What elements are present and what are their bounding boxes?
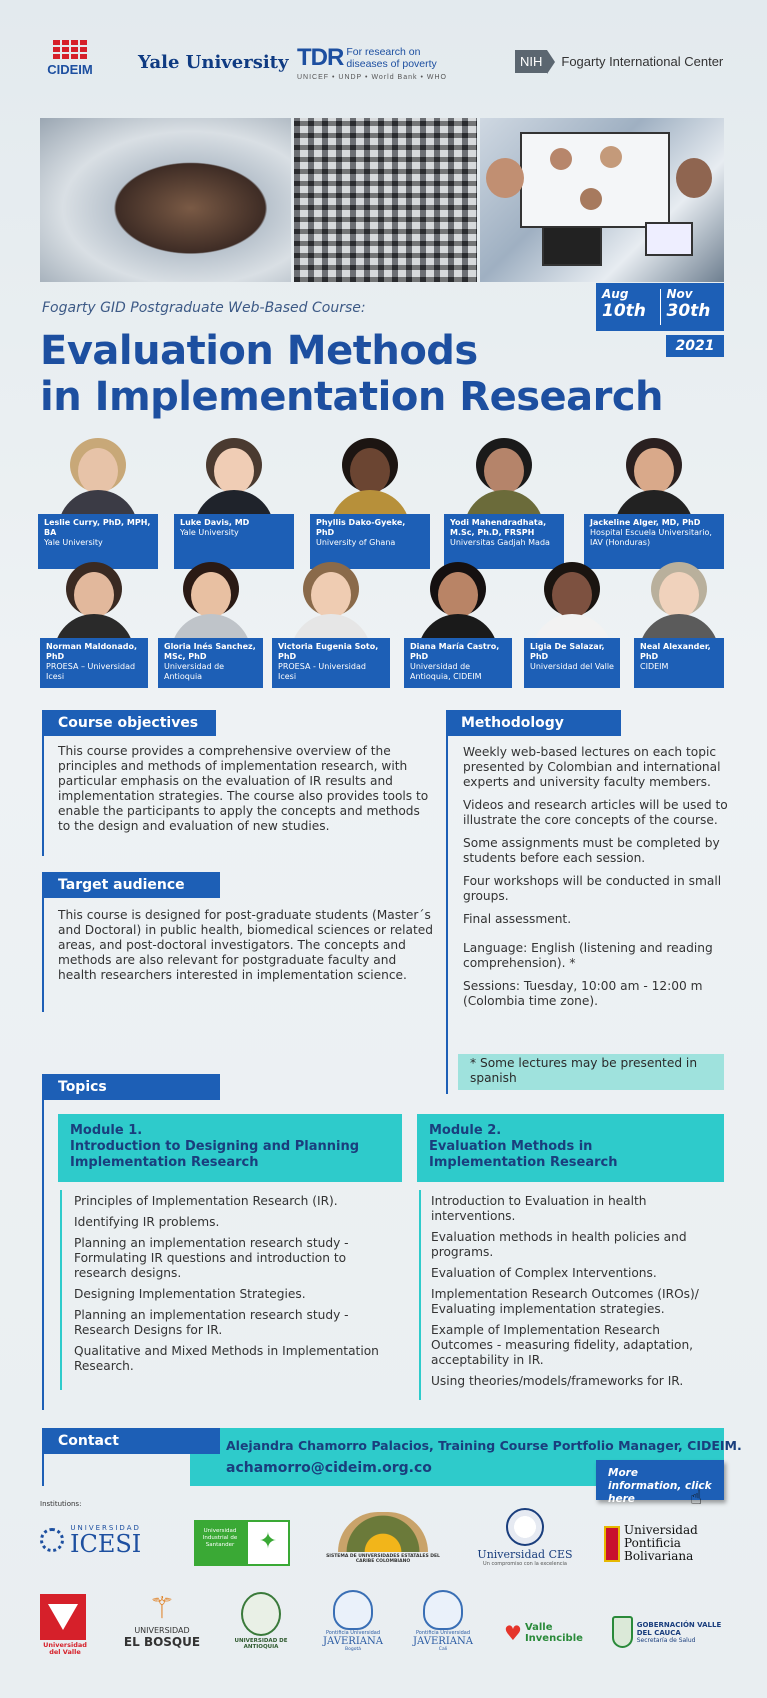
topic-item: Principles of Implementation Research (IR). (74, 1194, 338, 1208)
faculty-card: Ligia De Salazar, PhD Universidad del Valle (524, 638, 620, 688)
page-title: Evaluation Methods in Implementation Research (40, 328, 664, 420)
mother-child-bednet-photo (40, 118, 291, 282)
section-rule (42, 1074, 44, 1410)
topic-item: Planning an implementation research study - Research Designs for IR. (74, 1308, 349, 1337)
contact-email-link[interactable]: achamorro@cideim.org.co (226, 1460, 432, 1476)
portrait-photo (328, 436, 412, 516)
portrait-photo (416, 560, 500, 640)
icesi-emblem-icon (40, 1528, 64, 1552)
topic-item: Implementation Research Outcomes (IROs)/ Evaluating implementation strategies. (431, 1287, 699, 1316)
objectives-text: This course provides a comprehensive overview of the principles and methods of implementation research, with particular emphasis on the evaluation of IR results and implementation strategies. The course also provides tools to enable the participants to apply the concepts and methods to the design and evaluation of new studies. (58, 744, 429, 833)
uis-logo: Universidad Industrial de Santander ✦ (194, 1520, 290, 1566)
portrait-photo (612, 436, 696, 516)
valle-shield-icon (612, 1616, 633, 1648)
audience-heading: Target audience (44, 872, 220, 898)
year-badge: 2021 (666, 335, 724, 357)
javeriana-cali-logo: Pontificia Universidad JAVERIANA Cali (412, 1590, 474, 1652)
portrait-photo (462, 436, 546, 516)
topic-item: Using theories/models/frameworks for IR. (431, 1374, 684, 1388)
topic-item: Planning an implementation research study - Formulating IR questions and introduction to research designs. (74, 1236, 349, 1280)
sue-logo: SISTEMA DE UNIVERSIDADES ESTATALES DEL CARIBE COLOMBIANO (324, 1512, 442, 1564)
module-1-heading: Module 1. Introduction to Designing and Planning Implementation Research (58, 1114, 402, 1182)
uis-mark-icon: ✦ (246, 1520, 290, 1566)
portrait-photo (52, 560, 136, 640)
icesi-logo: UNIVERSIDAD ICESI (40, 1524, 165, 1556)
contact-name: Alejandra Chamorro Palacios, Training Course Portfolio Manager, CIDEIM. (226, 1438, 742, 1453)
heart-icon: ♥ (504, 1621, 522, 1645)
upb-cross-icon (604, 1526, 620, 1562)
methodology-item: Weekly web-based lectures on each topic presented by Colombian and international experts and university faculty members. (463, 745, 721, 789)
faculty-card: Neal Alexander, PhD CIDEIM (634, 638, 724, 688)
portrait-photo (56, 436, 140, 516)
methodology-heading: Methodology (447, 710, 621, 736)
faculty-card: Gloria Inés Sanchez, MSc, PhD Universidad de Antioquia (158, 638, 263, 688)
el-bosque-logo: ⚚ UNIVERSIDAD EL BOSQUE (123, 1591, 201, 1649)
valle-invencible-logo: ♥ Valle Invencible (504, 1621, 583, 1645)
portrait-photo (637, 560, 721, 640)
faculty-card: Yodi Mahendradhata, M.Sc, Ph.D, FRSPH Universitas Gadjah Mada (444, 514, 564, 569)
date-range-badge: Aug 10th Nov 30th (596, 283, 724, 331)
topics-heading: Topics (44, 1074, 220, 1100)
topic-item: Evaluation methods in health policies and programs. (431, 1230, 687, 1259)
methodology-item: Videos and research articles will be used to illustrate the core concepts of the course. (463, 798, 728, 827)
gobernacion-logo: GOBERNACIÓN VALLE DEL CAUCA Secretaría de Salud (612, 1616, 728, 1648)
sun-icon (338, 1512, 428, 1552)
contact-heading: Contact (44, 1428, 220, 1454)
institutions-label: Institutions: (40, 1500, 82, 1508)
univalle-logo: Universidad del Valle (40, 1594, 90, 1656)
topic-item: Identifying IR problems. (74, 1215, 220, 1229)
ces-logo: Universidad CES Un compromiso con la excelencia (470, 1508, 580, 1567)
faculty-card: Leslie Curry, PhD, MPH, BA Yale University (38, 514, 158, 569)
section-rule (42, 1428, 44, 1486)
portrait-photo (192, 436, 276, 516)
methodology-item: Sessions: Tuesday, 10:00 am - 12:00 m (Colombia time zone). (463, 979, 703, 1008)
hand-cursor-icon: ☝ (690, 1485, 703, 1509)
antioquia-seal-icon (241, 1592, 281, 1636)
topic-item: Introduction to Evaluation in health interventions. (431, 1194, 647, 1223)
univalle-mark-icon (40, 1594, 86, 1640)
section-rule (42, 710, 44, 856)
photo-strip (40, 118, 724, 282)
yale-logo: Yale University (138, 52, 289, 73)
section-rule (42, 872, 44, 1012)
javeriana-shield-icon (423, 1590, 463, 1630)
more-info-button[interactable]: More information, click here (596, 1460, 724, 1500)
nih-fogarty-logo: NIH Fogarty International Center (515, 50, 723, 73)
faculty-card: Victoria Eugenia Soto, PhD PROESA - Universidad Icesi (272, 638, 390, 688)
antioquia-logo: UNIVERSIDAD DE ANTIOQUIA (228, 1592, 294, 1650)
topic-item: Qualitative and Mixed Methods in Implementation Research. (74, 1344, 379, 1373)
methodology-list (463, 745, 731, 1017)
tdr-logo: TDR For research on diseases of poverty UNICEF • UNDP • World Bank • WHO (297, 44, 447, 81)
faculty-card: Diana María Castro, PhD Universidad de Antioquia, CIDEIM (404, 638, 512, 688)
javeriana-bogota-logo: Pontificia Universidad JAVERIANA Bogotá (322, 1590, 384, 1652)
course-kicker: Fogarty GID Postgraduate Web-Based Course: (42, 300, 366, 316)
bosque-emblem-icon: ⚚ (148, 1591, 176, 1626)
module-1-list (60, 1190, 380, 1390)
faculty-card: Jackeline Alger, MD, PhD Hospital Escuela Universitario, IAV (Honduras) (584, 514, 724, 569)
topic-item: Evaluation of Complex Interventions. (431, 1266, 657, 1280)
audience-text: This course is designed for post-graduate students (Master´s and Doctoral) in public health, biomedical sciences or related areas, and post-doctoral investigators. The concepts and methods are also relevant for postgraduate faculty and health researchers interested in implementation science. (58, 908, 433, 982)
ces-seal-icon (506, 1508, 544, 1546)
faculty-card: Norman Maldonado, PhD PROESA – Universidad Icesi (40, 638, 148, 688)
module-2-list (419, 1190, 724, 1400)
video-conference-photo (480, 118, 724, 282)
cideim-mark-icon (40, 40, 100, 59)
methodology-item: Final assessment. (463, 912, 572, 926)
methodology-item: Language: English (listening and reading comprehension). * (463, 941, 713, 970)
objectives-heading: Course objectives (44, 710, 216, 736)
module-2-heading: Module 2. Evaluation Methods in Implementation Research (417, 1114, 724, 1182)
topic-item: Example of Implementation Research Outcomes - measuring fidelity, adaptation, acceptability in IR. (431, 1323, 694, 1367)
faculty-card: Luke Davis, MD Yale University (174, 514, 294, 569)
javeriana-shield-icon (333, 1590, 373, 1630)
methodology-item: Four workshops will be conducted in small groups. (463, 874, 722, 903)
language-note: * Some lectures may be presented in spanish (458, 1054, 724, 1090)
upb-logo: Universidad Pontificia Bolivariana (604, 1524, 728, 1563)
faculty-card: Phyllis Dako-Gyeke, PhD University of Ghana (310, 514, 430, 569)
methodology-item: Some assignments must be completed by students before each session. (463, 836, 720, 865)
topic-item: Designing Implementation Strategies. (74, 1287, 306, 1301)
exam-hall-photo (294, 118, 477, 282)
portrait-photo (530, 560, 614, 640)
cideim-logo: CIDEIM (40, 40, 100, 77)
section-rule (446, 710, 448, 1094)
portrait-photo (289, 560, 373, 640)
portrait-photo (169, 560, 253, 640)
